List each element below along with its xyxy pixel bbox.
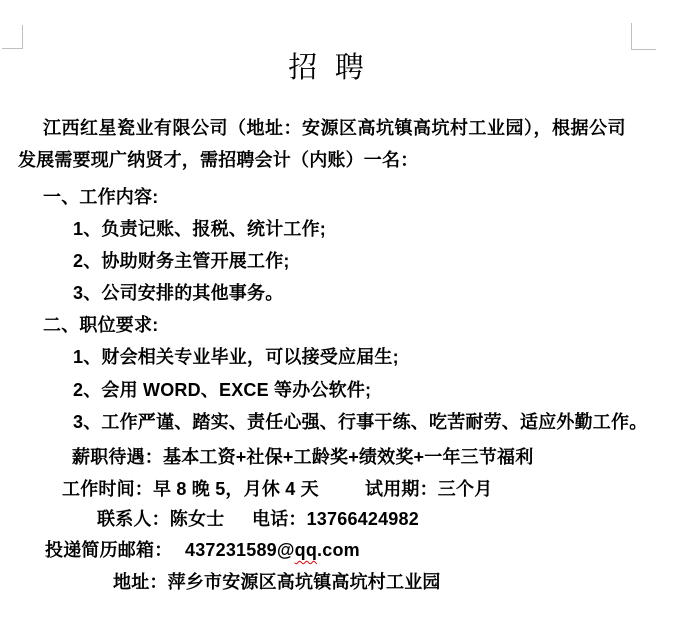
- intro-line-2: 发展需要现广纳贤才，需招聘会计（内账）一名：: [18, 150, 419, 170]
- salary-line: 薪职待遇：基本工资+社保+工龄奖+绩效奖+一年三节福利: [72, 447, 534, 467]
- text-boundary-mark-top-right: [631, 23, 656, 50]
- contact-phone: 电话：13766424982: [252, 509, 419, 529]
- spellcheck-underline: qq: [294, 540, 318, 560]
- probation-text: 试用期：三个月: [365, 479, 493, 499]
- section-1-item-2: 2、协助财务主管开展工作;: [73, 251, 290, 271]
- email-domain-part: .com: [317, 540, 360, 560]
- section-2-item-3: 3、工作严谨、踏实、责任心强、行事干练、吃苦耐劳、适应外勤工作。: [73, 412, 648, 432]
- section-1-heading: 一、工作内容:: [43, 187, 159, 207]
- email-label: 投递简历邮箱：: [45, 540, 173, 560]
- email-user-part: 437231589@: [185, 540, 295, 560]
- section-2-item-2: 2、会用 WORD、EXCE 等办公软件;: [73, 380, 372, 400]
- section-1-item-3: 3、公司安排的其他事务。: [73, 283, 284, 303]
- contact-person: 联系人：陈女士: [97, 509, 225, 529]
- section-2-item-1: 1、财会相关专业毕业，可以接受应届生;: [73, 347, 399, 367]
- address-line: 地址：萍乡市安源区高坑镇高坑村工业园: [113, 572, 441, 592]
- text-boundary-mark-top-left: [2, 25, 23, 49]
- section-1-item-1: 1、负责记账、报税、统计工作;: [73, 219, 327, 239]
- email-address: [185, 539, 360, 561]
- doc-title: 招 聘: [288, 52, 365, 84]
- section-2-heading: 二、职位要求:: [43, 315, 159, 335]
- intro-line-1: 江西红星瓷业有限公司（地址：安源区高坑镇高坑村工业园），根据公司: [43, 118, 626, 138]
- worktime-text: 工作时间：早 8 晚 5，月休 4 天: [62, 479, 319, 499]
